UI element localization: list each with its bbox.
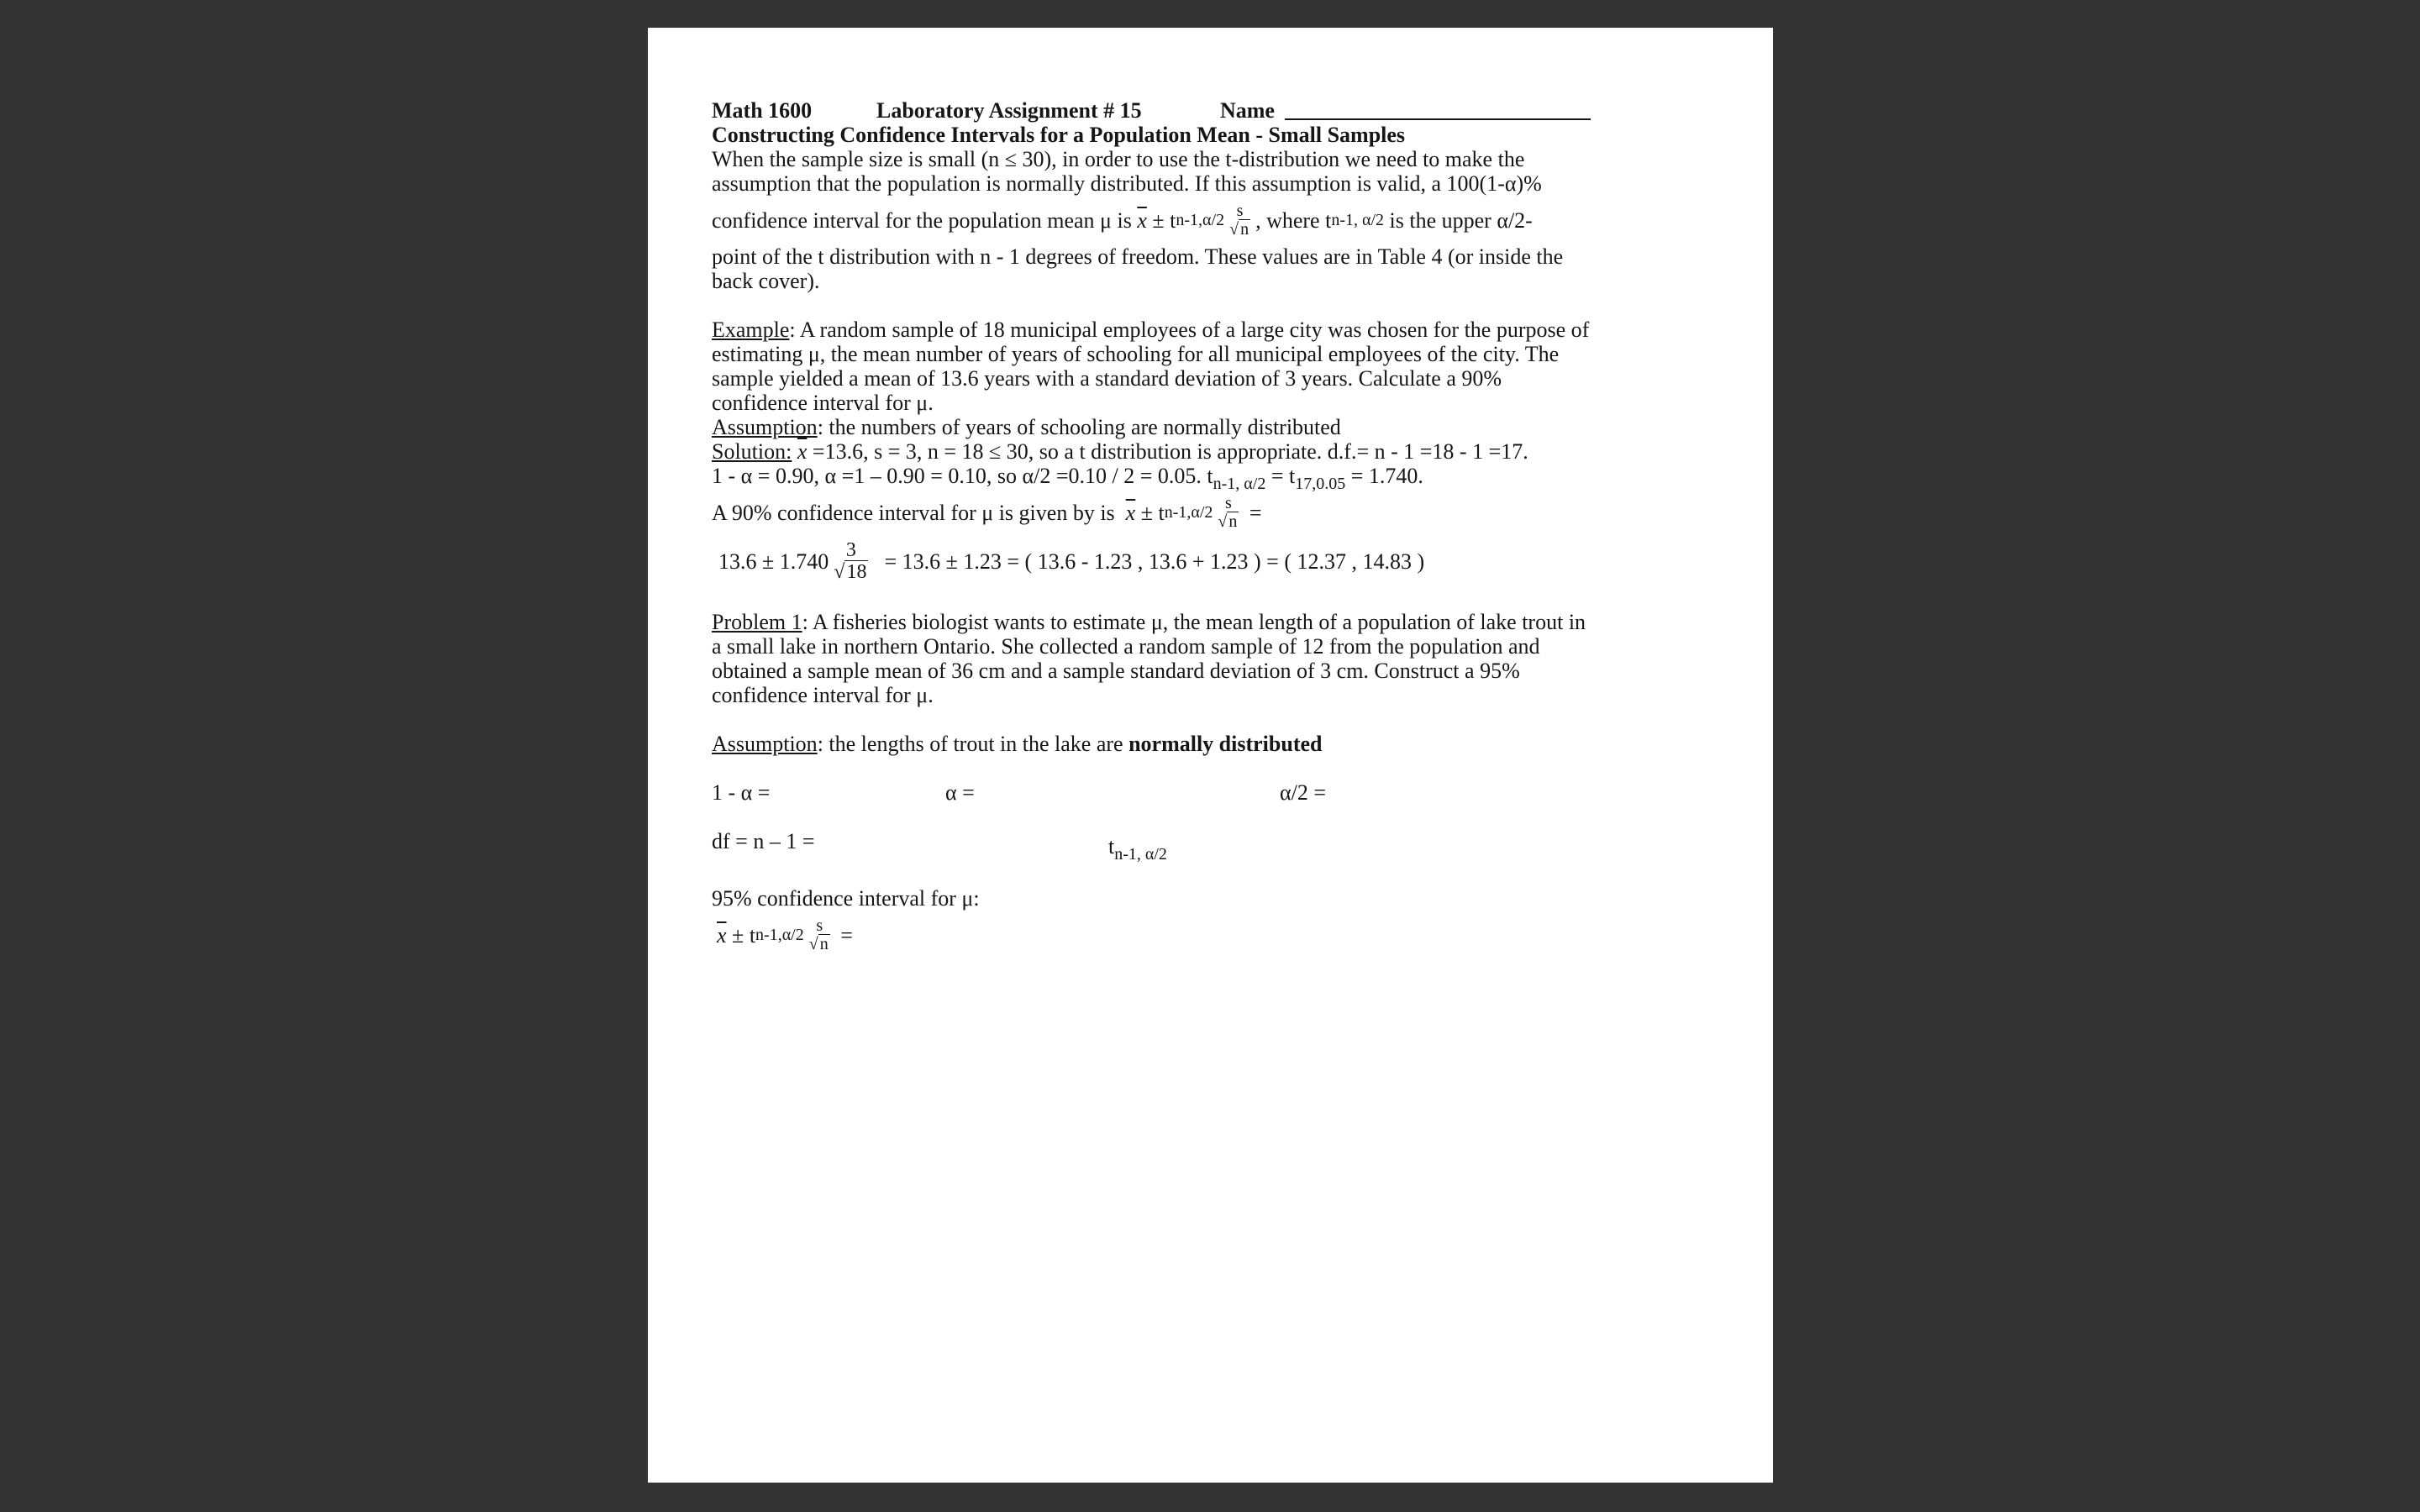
df-prompt: df = n – 1 = (712, 829, 815, 853)
xbar-symbol: $\overline{x}$ (717, 922, 727, 948)
three-over-root-18-fraction: 3 √18 (834, 539, 867, 583)
example-solution: Solution: $\overline{x} =13.6$, s = 3, n = 18 ≤ 30, so a t distribution is appropriate. d.f.= n - 1 =18 - 1 =17. (712, 439, 1528, 464)
s-over-root-n-fraction: s √ n (808, 916, 829, 953)
course-label: Math 1600 (712, 98, 813, 123)
problem1-label: Problem 1 (712, 610, 802, 634)
intro-formula-line: confidence interval for the population mean μ is $\overline{x}$ ± t n-1,α/2 s √ n , where t n-1, α/2 is the upper α/2- (712, 202, 1533, 239)
intro-line: When the sample size is small (n ≤ 30), in order to use the t-distribution we need to make the (712, 147, 1525, 171)
problem1-line: confidence interval for μ. (712, 683, 934, 707)
example-line: confidence interval for μ. (712, 391, 934, 415)
example-label: Example (712, 318, 790, 342)
s-over-root-n-fraction: s √ n (1229, 202, 1249, 239)
intro-line: back cover). (712, 269, 820, 293)
problem1-paragraph: Problem 1: A fisheries biologist wants to estimate μ, the mean length of a population of lake trout in (712, 610, 1586, 634)
page-title: Constructing Confidence Intervals for a Population Mean - Small Samples (712, 123, 1406, 147)
alpha-prompt: α = (945, 780, 975, 805)
name-label: Name (1220, 98, 1275, 123)
header-row (712, 98, 1707, 123)
example-assumption: Assumption: the numbers of years of schooling are normally distributed (712, 415, 1341, 439)
xbar-symbol: $\overline{x}$ (1125, 500, 1136, 525)
df-answer-row (712, 829, 1707, 864)
one-minus-alpha-prompt: 1 - α = (712, 780, 771, 805)
problem1-assumption: Assumption: the lengths of trout in the lake are normally distributed (712, 732, 1323, 756)
xbar-symbol: $\overline{x}$ (797, 439, 808, 464)
name-blank-line (1285, 118, 1591, 120)
example-ci-formula: A 90% confidence interval for μ is given by is $\overline{x}$ ± t n-1,α/2 s √ n = (712, 494, 1262, 531)
xbar-symbol: $\overline{x}$ (1137, 207, 1147, 233)
document-page (648, 28, 1773, 1483)
example-calculation: 1 - α = 0.90, α =1 – 0.90 = 0.10, so α/2 =0.10 / 2 = 0.05. $t_{n-1, \alpha/2} = t_{17,0.05} = 1.740$. (712, 464, 1423, 493)
lab-assignment-label: Laboratory Assignment # 15 (876, 98, 1142, 123)
alpha-answer-row (712, 780, 1707, 805)
example-line: estimating μ, the mean number of years of schooling for all municipal employees of the city. The (712, 342, 1560, 366)
problem1-line: a small lake in northern Ontario. She collected a random sample of 12 from the population and (712, 634, 1540, 659)
intro-line: point of the t distribution with n - 1 degrees of freedom. These values are in Table 4 (or inside the (712, 244, 1564, 269)
document-content (712, 98, 1707, 959)
t-value-prompt: $t_{n-1, \alpha/2}$ (1108, 834, 1167, 864)
example-ci-result: 13.6 ± 1.740 3 √18 = 13.6 ± 1.23 = ( 13.6 - 1.23 , 13.6 + 1.23 ) = ( 12.37 , 14.83 ) (718, 539, 1425, 583)
alpha-half-prompt: α/2 = (1280, 780, 1327, 805)
problem1-ci-formula: $\overline{x}$ ± t n-1,α/2 s √ n = (717, 916, 853, 953)
problem1-line: obtained a sample mean of 36 cm and a sample standard deviation of 3 cm. Construct a 95% (712, 659, 1520, 683)
example-line: sample yielded a mean of 13.6 years with a standard deviation of 3 years. Calculate a 90% (712, 366, 1502, 391)
s-over-root-n-fraction: s √ n (1218, 494, 1238, 531)
intro-line: assumption that the population is normally distributed. If this assumption is valid, a 100(1-α)% (712, 171, 1542, 196)
example-paragraph: Example: A random sample of 18 municipal employees of a large city was chosen for the purpose of (712, 318, 1590, 342)
problem1-ci-label: 95% confidence interval for μ: (712, 886, 980, 911)
